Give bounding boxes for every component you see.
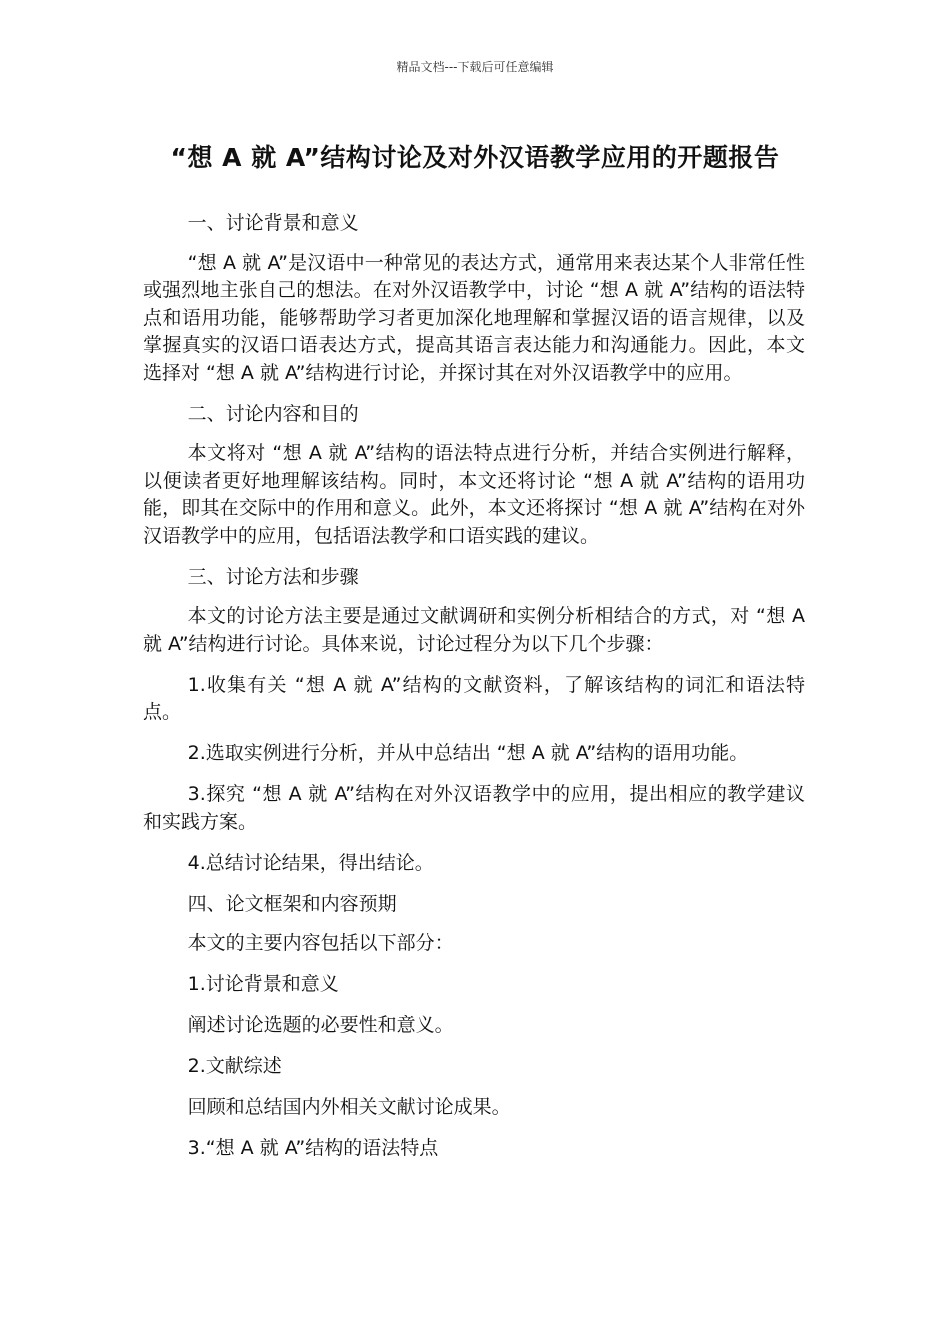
list-item-step-3: 3.探究 “想 A 就 A”结构在对外汉语教学中的应用，提出相应的教学建议和实践方案。 bbox=[143, 783, 805, 833]
header-note: 精品文档---下载后可任意编辑 bbox=[396, 60, 554, 74]
paragraph-content: 本文将对 “想 A 就 A”结构的语法特点进行分析，并结合实例进行解释，以便读者更好地理解该结构。同时，本文还将讨论 “想 A 就 A”结构的语用功能，即其在交际中的作用和意义。此外，本文还将探讨 “想 A 就 A”结构在对外汉语教学中的应用，包括语法教学和口语实践的建议。 bbox=[143, 442, 805, 547]
paragraph-framework-intro: 本文的主要内容包括以下部分： bbox=[187, 932, 454, 954]
section-heading-background: 一、讨论背景和意义 bbox=[187, 212, 359, 234]
paragraph-method: 本文的讨论方法主要是通过文献调研和实例分析相结合的方式，对 “想 A 就 A”结构进行讨论。具体来说，讨论过程分为以下几个步骤： bbox=[143, 605, 805, 655]
paragraph-background: “想 A 就 A”是汉语中一种常见的表达方式，通常用来表达某个人非常任性或强烈地主张自己的想法。在对外汉语教学中，讨论 “想 A 就 A”结构的语法特点和语用功能，能够帮助学习者更加深化地理解和掌握汉语的语言规律，以及掌握真实的汉语口语表达方式，提高其语言表达能力和沟通能力。因此，本文选择对 “想 A 就 A”结构进行讨论，并探讨其在对外汉语教学中的应用。 bbox=[143, 251, 805, 384]
list-item-part-3: 3.“想 A 就 A”结构的语法特点 bbox=[187, 1137, 439, 1159]
section-heading-content: 二、讨论内容和目的 bbox=[187, 402, 359, 425]
section-heading-method: 三、讨论方法和步骤 bbox=[187, 565, 359, 588]
list-item-step-2: 2.选取实例进行分析，并从中总结出 “想 A 就 A”结构的语用功能。 bbox=[187, 742, 749, 764]
list-item-part-2: 2.文献综述 bbox=[187, 1055, 282, 1077]
document-body bbox=[143, 210, 805, 1176]
document-title: “想 A 就 A”结构讨论及对外汉语教学应用的开题报告 bbox=[170, 143, 780, 172]
list-item-step-4: 4.总结讨论结果，得出结论。 bbox=[187, 851, 434, 874]
paragraph-part-1-desc: 阐述讨论选题的必要性和意义。 bbox=[187, 1014, 454, 1036]
list-item-part-1: 1.讨论背景和意义 bbox=[187, 973, 339, 995]
section-heading-framework: 四、论文框架和内容预期 bbox=[187, 892, 397, 915]
list-item-step-1: 1.收集有关 “想 A 就 A”结构的文献资料，了解该结构的词汇和语法特点。 bbox=[143, 673, 805, 723]
paragraph-part-2-desc: 回顾和总结国内外相关文献讨论成果。 bbox=[187, 1096, 511, 1118]
